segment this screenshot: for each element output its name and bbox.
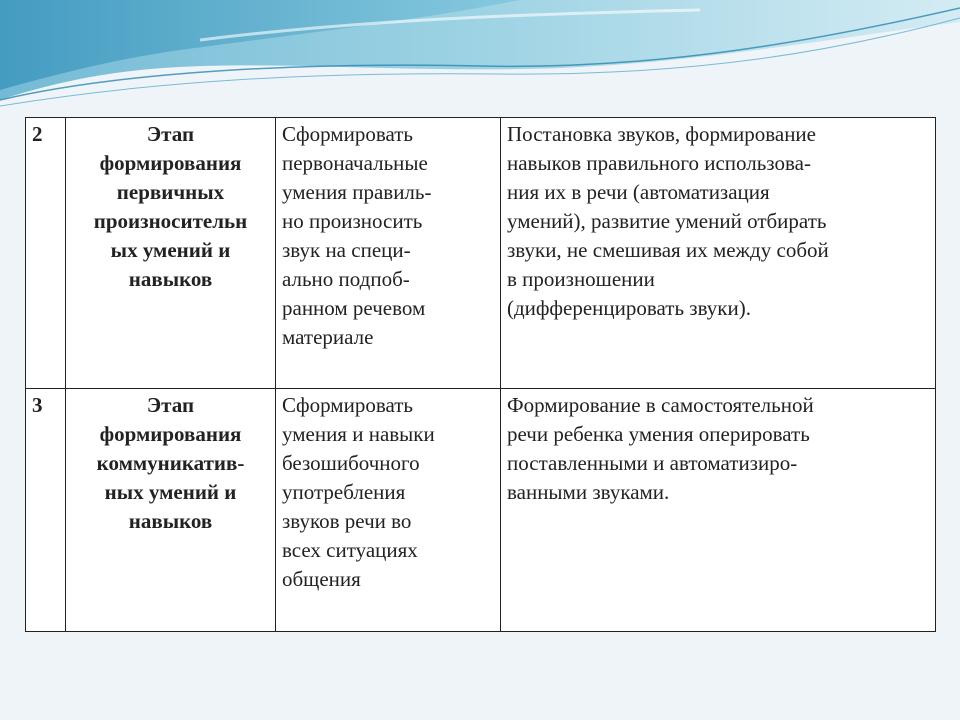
row-number: 3 xyxy=(26,389,66,632)
stage-name: Этап формирования коммуникатив- ных умений и навыков xyxy=(66,389,276,632)
stage-goal: Сформировать умения и навыки безошибочного употребления звуков речи во всех ситуациях общения xyxy=(276,389,501,632)
table-row xyxy=(26,118,936,389)
decorative-wave-header xyxy=(0,0,960,110)
stage-content: Постановка звуков, формирование навыков правильного использова- ния их в речи (автоматизация умений), развитие умений отбирать звуки, не смешивая их между собой в произношении (дифференцировать звуки). xyxy=(501,118,936,389)
row-number: 2 xyxy=(26,118,66,389)
stage-name: Этап формирования первичных произносительн ых умений и навыков xyxy=(66,118,276,389)
stage-content: Формирование в самостоятельной речи ребенка умения оперировать поставленными и автоматизиро- ванными звуками. xyxy=(501,389,936,632)
table-row xyxy=(26,389,936,632)
stages-table xyxy=(25,117,936,632)
stage-goal: Сформировать первоначальные умения правиль- но произносить звук на специ- ально подпоб- ранном речевом материале xyxy=(276,118,501,389)
